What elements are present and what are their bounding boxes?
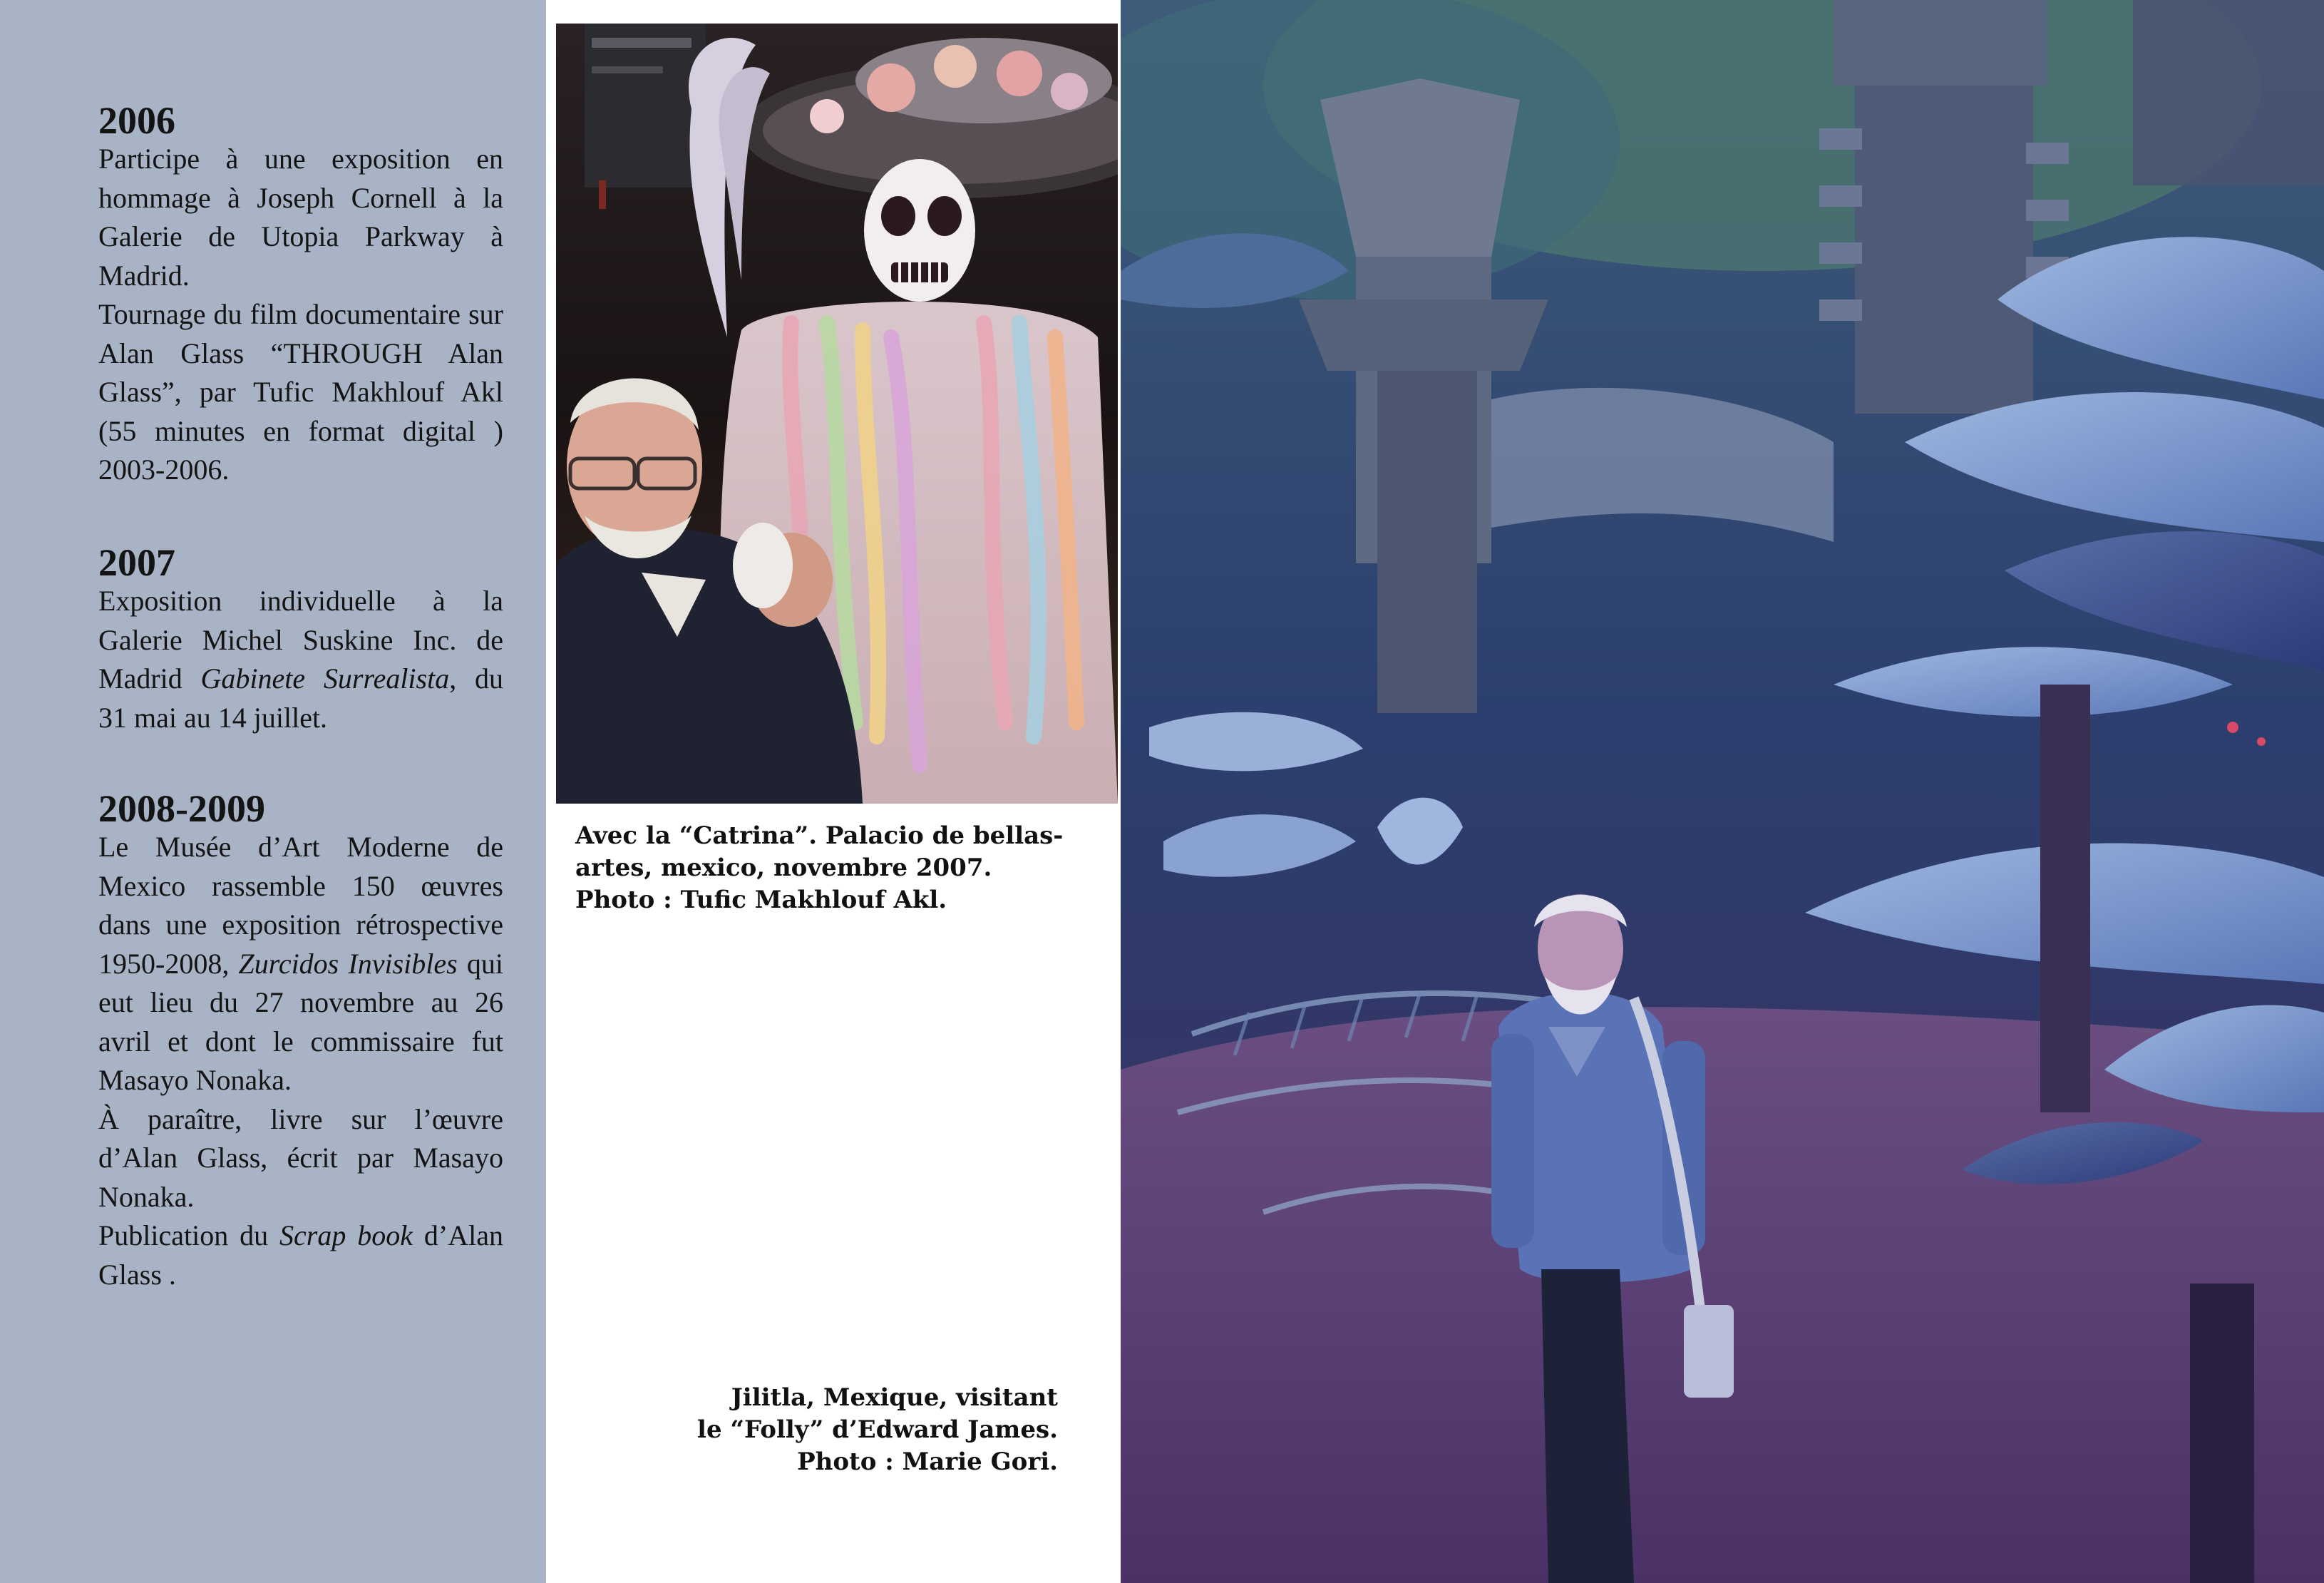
catrina-caption	[575, 820, 1089, 916]
timeline-paragraph: À paraître, livre sur l’œuvre d’Alan Glass, écrit par Masayo Nonaka.	[98, 1102, 503, 1213]
caption-line: Jilitla, Mexique, visitant	[731, 1383, 1058, 1412]
caption-line: Avec la “Catrina”. Palacio de bellas-	[575, 821, 1064, 850]
timeline-entry-2006	[98, 98, 503, 490]
jungle-photo	[1121, 0, 2324, 1583]
timeline-entry-2008-2009	[98, 787, 503, 1294]
timeline-column	[0, 0, 546, 1583]
timeline-paragraph: Participe à une exposition en hommage à Joseph Cornell à la Galerie de Utopia Parkway à Madrid.	[98, 143, 503, 292]
timeline-paragraph: Le Musée d’Art Moderne de Mexico rassemble 150 œuvres dans une exposition rétrospective 1950-2008, Zurcidos Invisibles qui eut lieu du 27 novembre au 26 avril et dont le commissaire fut Masayo Nonaka.	[98, 831, 503, 1096]
timeline-entry-2007	[98, 541, 503, 737]
year-heading: 2008-2009	[98, 787, 265, 830]
caption-line: Photo : Tufic Makhlouf Akl.	[575, 886, 947, 914]
exhibition-title: Zurcidos Invisibles	[238, 947, 458, 980]
caption-line: artes, mexico, novembre 2007.	[575, 854, 992, 882]
timeline-paragraph: Publication du Scrap book d’Alan Glass .	[98, 1219, 503, 1291]
publication-title: Scrap book	[279, 1219, 413, 1251]
caption-line: Photo : Marie Gori.	[797, 1448, 1058, 1476]
jilitla-caption	[627, 1382, 1058, 1478]
year-heading: 2006	[98, 99, 175, 142]
timeline-paragraph: Tournage du film documentaire sur Alan Glass “THROUGH Alan Glass”, par Tufic Makhlouf Akl (55 minutes en format digital ) 2003-2006.	[98, 298, 503, 486]
year-heading: 2007	[98, 541, 175, 584]
caption-line: le “Folly” d’Edward James.	[697, 1415, 1058, 1444]
timeline-paragraph: Exposition individuelle à la Galerie Michel Suskine Inc. de Madrid Gabinete Surrealista, du 31 mai au 14 juillet.	[98, 585, 503, 734]
catrina-photo	[556, 24, 1118, 804]
exhibition-title: Gabinete Surrealista	[200, 662, 450, 695]
